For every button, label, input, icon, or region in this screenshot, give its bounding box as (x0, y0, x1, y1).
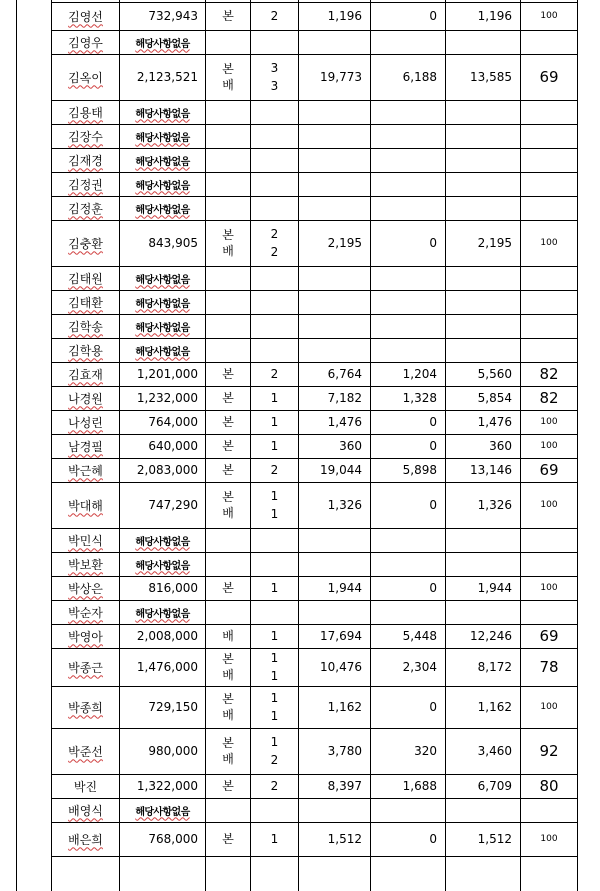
deduction-value: 2,304 (402, 660, 437, 674)
count-value-line: 2 (270, 367, 279, 381)
net-value: 5,560 (477, 367, 512, 381)
count-value (251, 822, 298, 856)
sector-code (206, 482, 250, 528)
net-value: 1,196 (477, 9, 512, 23)
deduction-value: 1,204 (402, 367, 437, 381)
row-rule (51, 856, 577, 857)
sector-code (206, 362, 250, 386)
net-value: 6,709 (477, 779, 512, 793)
column-rule (577, 0, 578, 891)
sector-code-line: 본 (222, 652, 234, 666)
count-value-line: 1 (270, 709, 279, 723)
count-value-line: 1 (270, 651, 279, 665)
count-value-line: 2 (270, 245, 279, 259)
member-name: 배영식 (68, 803, 103, 818)
sector-code-line: 본 (222, 736, 234, 750)
count-value (251, 2, 298, 30)
member-name: 배은희 (68, 832, 103, 847)
member-name: 김학송 (68, 319, 103, 334)
count-value-line: 1 (270, 581, 279, 595)
sector-code (206, 410, 250, 434)
sector-code-line: 본 (222, 62, 234, 76)
percentage-value: 82 (539, 365, 559, 383)
sector-code-line: 배 (222, 244, 234, 258)
percentage-value: 100 (540, 441, 558, 451)
member-name: 김학용 (68, 343, 103, 358)
member-name: 김영우 (68, 35, 103, 50)
percentage-value: 100 (540, 238, 558, 248)
count-value-line: 2 (270, 9, 279, 23)
count-value (251, 728, 298, 774)
salary-value: 980,000 (148, 744, 198, 758)
count-value (251, 576, 298, 600)
member-name: 박종근 (68, 660, 103, 675)
count-value (251, 434, 298, 458)
member-name: 김영선 (68, 9, 103, 24)
total-value: 1,944 (327, 581, 362, 595)
total-value: 19,773 (320, 70, 362, 84)
member-name: 김태원 (68, 271, 103, 286)
not-applicable-note: 해당사항없음 (135, 536, 190, 548)
salary-value: 732,943 (148, 9, 198, 23)
net-value: 360 (489, 439, 512, 453)
percentage-value: 82 (539, 389, 559, 407)
sector-code (206, 576, 250, 600)
percentage-value: 69 (539, 68, 559, 86)
percentage-value: 100 (540, 417, 558, 427)
not-applicable-note: 해당사항없음 (135, 298, 190, 310)
member-name: 박영아 (68, 629, 103, 644)
count-value (251, 686, 298, 728)
deduction-value: 0 (429, 700, 437, 714)
member-name: 박대해 (68, 498, 103, 513)
sector-code-line: 본 (222, 415, 234, 429)
sector-code-line: 본 (222, 228, 234, 242)
total-value: 17,694 (320, 629, 362, 643)
deduction-value: 0 (429, 581, 437, 595)
sector-code (206, 728, 250, 774)
sector-code-line: 배 (222, 629, 234, 643)
count-value-line: 1 (270, 669, 279, 683)
sector-code-line: 본 (222, 367, 234, 381)
count-value (251, 624, 298, 648)
net-value: 1,944 (477, 581, 512, 595)
salary-value: 816,000 (148, 581, 198, 595)
member-name: 김정권 (68, 177, 103, 192)
sector-code-line: 배 (222, 708, 234, 722)
salary-value: 2,008,000 (136, 629, 198, 643)
total-value: 1,476 (327, 415, 362, 429)
count-value-line: 1 (270, 415, 279, 429)
member-name: 나성린 (68, 415, 103, 430)
count-value-line: 3 (270, 61, 279, 75)
count-value-line: 1 (270, 629, 279, 643)
total-value: 3,780 (327, 744, 362, 758)
deduction-value: 1,688 (402, 779, 437, 793)
percentage-value: 92 (539, 742, 559, 760)
salary-value: 640,000 (148, 439, 198, 453)
sector-code-line: 본 (222, 581, 234, 595)
net-value: 13,146 (470, 463, 512, 477)
count-value-line: 1 (270, 439, 279, 453)
total-value: 1,512 (327, 832, 362, 846)
sector-code (206, 648, 250, 686)
sector-code-line: 배 (222, 752, 234, 766)
percentage-value: 69 (539, 461, 559, 479)
count-value-line: 2 (270, 227, 279, 241)
percentage-value: 80 (539, 777, 559, 795)
count-value (251, 648, 298, 686)
not-applicable-note: 해당사항없음 (135, 322, 190, 334)
sector-code (206, 54, 250, 100)
member-name: 박근혜 (68, 463, 103, 478)
sector-code-line: 배 (222, 78, 234, 92)
salary-value: 1,322,000 (136, 779, 198, 793)
sector-code (206, 624, 250, 648)
net-value: 2,195 (477, 236, 512, 250)
deduction-value: 0 (429, 236, 437, 250)
percentage-value: 100 (540, 702, 558, 712)
not-applicable-note: 해당사항없음 (135, 806, 190, 818)
sector-code-line: 본 (222, 490, 234, 504)
member-name: 김효재 (68, 367, 103, 382)
member-name: 박진 (73, 779, 98, 794)
member-name: 박종희 (68, 700, 103, 715)
salary-value: 1,201,000 (136, 367, 198, 381)
count-value-line: 1 (270, 507, 279, 521)
percentage-value: 100 (540, 11, 558, 21)
deduction-value: 6,188 (402, 70, 437, 84)
count-value (251, 458, 298, 482)
total-value: 1,326 (327, 498, 362, 512)
sector-code-line: 본 (222, 463, 234, 477)
total-value: 7,182 (327, 391, 362, 405)
sector-code-line: 본 (222, 439, 234, 453)
salary-value: 764,000 (148, 415, 198, 429)
deduction-value: 5,898 (402, 463, 437, 477)
net-value: 1,162 (477, 700, 512, 714)
member-name: 김용태 (68, 105, 103, 120)
net-value: 3,460 (477, 744, 512, 758)
sector-code-line: 배 (222, 668, 234, 682)
sector-code-line: 본 (222, 832, 234, 846)
sector-code (206, 220, 250, 266)
member-name: 남경필 (68, 439, 103, 454)
sector-code (206, 686, 250, 728)
member-name: 박상은 (68, 581, 103, 596)
not-applicable-note: 해당사항없음 (135, 132, 190, 144)
total-value: 1,196 (327, 9, 362, 23)
sector-code (206, 434, 250, 458)
net-value: 8,172 (477, 660, 512, 674)
total-value: 2,195 (327, 236, 362, 250)
member-name: 박순자 (68, 605, 103, 620)
sector-code (206, 822, 250, 856)
net-value: 5,854 (477, 391, 512, 405)
sector-code-line: 본 (222, 9, 234, 23)
percentage-value: 100 (540, 500, 558, 510)
sector-code (206, 2, 250, 30)
count-value-line: 1 (270, 691, 279, 705)
not-applicable-note: 해당사항없음 (135, 204, 190, 216)
count-value (251, 220, 298, 266)
member-name: 박준선 (68, 744, 103, 759)
not-applicable-note: 해당사항없음 (135, 108, 190, 120)
total-value: 8,397 (327, 779, 362, 793)
deduction-value: 320 (414, 744, 437, 758)
not-applicable-note: 해당사항없음 (135, 156, 190, 168)
percentage-value: 100 (540, 583, 558, 593)
percentage-value: 100 (540, 834, 558, 844)
count-value-line: 2 (270, 463, 279, 477)
count-value (251, 386, 298, 410)
not-applicable-note: 해당사항없음 (135, 180, 190, 192)
not-applicable-note: 해당사항없음 (135, 608, 190, 620)
salary-value: 1,476,000 (136, 660, 198, 674)
sector-code-line: 본 (222, 692, 234, 706)
count-value (251, 54, 298, 100)
deduction-value: 1,328 (402, 391, 437, 405)
count-value-line: 3 (270, 79, 279, 93)
salary-value: 2,083,000 (136, 463, 198, 477)
member-name: 김옥이 (68, 70, 103, 85)
member-name: 박민식 (68, 533, 103, 548)
member-name: 나경원 (68, 391, 103, 406)
count-value-line: 1 (270, 735, 279, 749)
salary-value: 729,150 (148, 700, 198, 714)
deduction-value: 0 (429, 415, 437, 429)
salary-value: 768,000 (148, 832, 198, 846)
count-value-line: 2 (270, 779, 279, 793)
not-applicable-note: 해당사항없음 (135, 38, 190, 50)
deduction-value: 0 (429, 439, 437, 453)
sector-code-line: 배 (222, 506, 234, 520)
sector-code-line: 본 (222, 779, 234, 793)
percentage-value: 78 (539, 658, 559, 676)
not-applicable-note: 해당사항없음 (135, 274, 190, 286)
not-applicable-note: 해당사항없음 (135, 560, 190, 572)
count-value-line: 1 (270, 832, 279, 846)
deduction-value: 0 (429, 832, 437, 846)
total-value: 1,162 (327, 700, 362, 714)
total-value: 360 (339, 439, 362, 453)
total-value: 10,476 (320, 660, 362, 674)
net-value: 1,326 (477, 498, 512, 512)
deduction-value: 0 (429, 498, 437, 512)
sector-code (206, 774, 250, 798)
net-value: 1,476 (477, 415, 512, 429)
member-name: 김정훈 (68, 201, 103, 216)
member-name: 김태환 (68, 295, 103, 310)
count-value-line: 1 (270, 489, 279, 503)
sector-code (206, 458, 250, 482)
count-value (251, 774, 298, 798)
count-value-line: 1 (270, 391, 279, 405)
count-value-line: 2 (270, 753, 279, 767)
sector-code-line: 본 (222, 391, 234, 405)
percentage-value: 69 (539, 627, 559, 645)
salary-value: 1,232,000 (136, 391, 198, 405)
member-name: 김장수 (68, 129, 103, 144)
net-value: 1,512 (477, 832, 512, 846)
count-value (251, 362, 298, 386)
member-name: 김재경 (68, 153, 103, 168)
net-value: 13,585 (470, 70, 512, 84)
margin-rule (16, 0, 17, 891)
salary-value: 843,905 (148, 236, 198, 250)
member-name: 박보환 (68, 557, 103, 572)
total-value: 6,764 (327, 367, 362, 381)
deduction-value: 5,448 (402, 629, 437, 643)
member-name: 김충환 (68, 236, 103, 251)
salary-value: 2,123,521 (136, 70, 198, 84)
total-value: 19,044 (320, 463, 362, 477)
not-applicable-note: 해당사항없음 (135, 346, 190, 358)
sector-code (206, 386, 250, 410)
count-value (251, 410, 298, 434)
deduction-value: 0 (429, 9, 437, 23)
count-value (251, 482, 298, 528)
salary-value: 747,290 (148, 498, 198, 512)
net-value: 12,246 (470, 629, 512, 643)
